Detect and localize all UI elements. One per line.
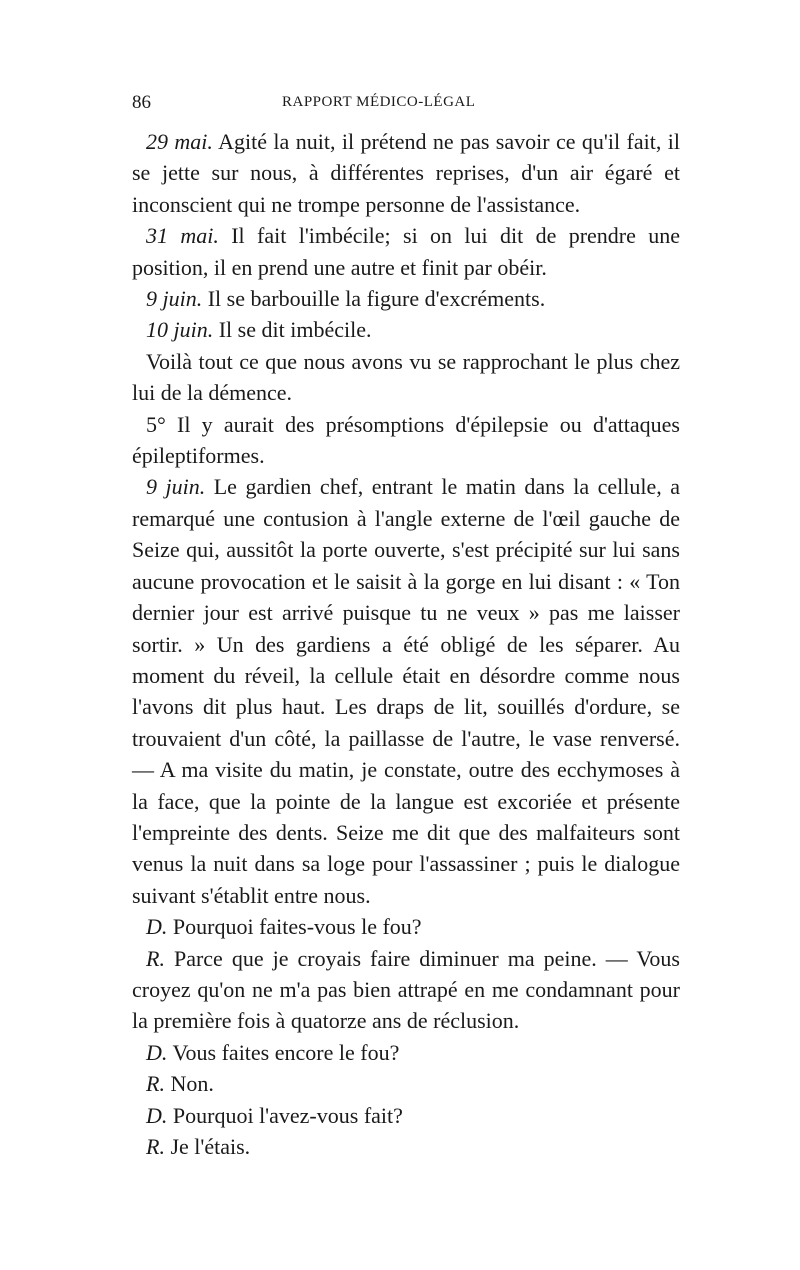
paragraph-text: Le gardien chef, entrant le matin dans la cellule, a remarqué une contusion à l'angle externe de l'œil gauche de Seize qui, aussitôt la porte ouverte, s'est précipité sur lui sans aucune provocation et le saisit à la gorge en lui disant : « Ton dernier jour est arrivé puisque tu ne veux » pas me laisser sortir. » Un des gardiens a été obligé de les séparer. Au moment du réveil, la cellule était en désordre comme nous l'avons dit plus haut. Les draps de lit, souillés d'ordure, se trouvaient d'un côté, la paillasse de l'autre, le vase renversé. — A ma visite du matin, je constate, outre des ecchymoses à la face, que la pointe de la langue est excoriée et présente l'empreinte des dents. Seize me dit que des malfaiteurs sont venus la nuit dans sa loge pour l'assassiner ; puis le dialogue suivant s'établit entre nous.	[132, 474, 680, 908]
dialogue-text: Pourquoi faites-vous le fou?	[167, 914, 422, 940]
dialogue-line	[132, 1037, 680, 1068]
dialogue-speaker: R.	[146, 1134, 165, 1159]
dialogue-line	[132, 911, 680, 942]
paragraph-text: Agité la nuit, il prétend ne pas savoir ce qu'il fait, il se jette sur nous, à différentes reprises, d'un air égaré et inconscient qui ne trompe personne de l'assistance.	[132, 129, 680, 217]
entry-date: 29 mai.	[146, 129, 213, 154]
paragraph	[132, 220, 680, 283]
paragraph-text: Voilà tout ce que nous avons vu se rapprochant le plus chez lui de la démence.	[132, 348, 680, 406]
paragraph	[132, 471, 680, 911]
dialogue-speaker: D.	[146, 1039, 168, 1065]
page-header	[132, 92, 680, 118]
dialogue-speaker: D.	[146, 1102, 168, 1128]
paragraph	[132, 126, 680, 220]
entry-date: 10 juin.	[146, 317, 214, 343]
paragraph-text: Il se barbouille la figure d'excréments.	[202, 286, 546, 312]
paragraph-text: Il fait l'imbécile; si on lui dit de prendre une position, il en prend une autre et finit par obéir.	[132, 223, 681, 280]
paragraph	[132, 346, 680, 409]
running-title: RAPPORT MÉDICO-LÉGAL	[282, 94, 476, 110]
dialogue-text: Parce que je croyais faire diminuer ma peine. — Vous croyez qu'on ne m'a pas bien attrapé en me condamnant pour la première fois à quatorze ans de réclusion.	[132, 945, 680, 1034]
dialogue-text: Pourquoi l'avez-vous fait?	[167, 1102, 403, 1128]
dialogue-line	[132, 1100, 680, 1131]
body-text	[132, 126, 680, 1162]
dialogue-line	[132, 1131, 680, 1162]
dialogue-line	[132, 1068, 680, 1099]
dialogue-text: Je l'étais.	[164, 1134, 251, 1159]
dialogue-text: Vous faites encore le fou?	[167, 1039, 400, 1065]
paragraph	[132, 409, 680, 472]
dialogue-speaker: D.	[146, 914, 168, 940]
entry-date: 31 mai.	[146, 223, 219, 249]
paragraph	[132, 283, 680, 314]
page-number: 86	[132, 92, 151, 113]
book-page	[132, 92, 680, 1162]
paragraph-text: Il se dit imbécile.	[213, 317, 372, 343]
entry-date: 9 juin.	[146, 286, 203, 312]
paragraph-text: 5° Il y aurait des présomptions d'épilepsie ou d'attaques épileptiformes.	[132, 411, 680, 469]
dialogue-speaker: R.	[146, 945, 165, 971]
entry-date: 9 juin.	[146, 474, 206, 500]
dialogue-text: Non.	[164, 1071, 214, 1097]
paragraph	[132, 314, 680, 345]
dialogue-line	[132, 943, 680, 1037]
dialogue-speaker: R.	[146, 1071, 165, 1097]
